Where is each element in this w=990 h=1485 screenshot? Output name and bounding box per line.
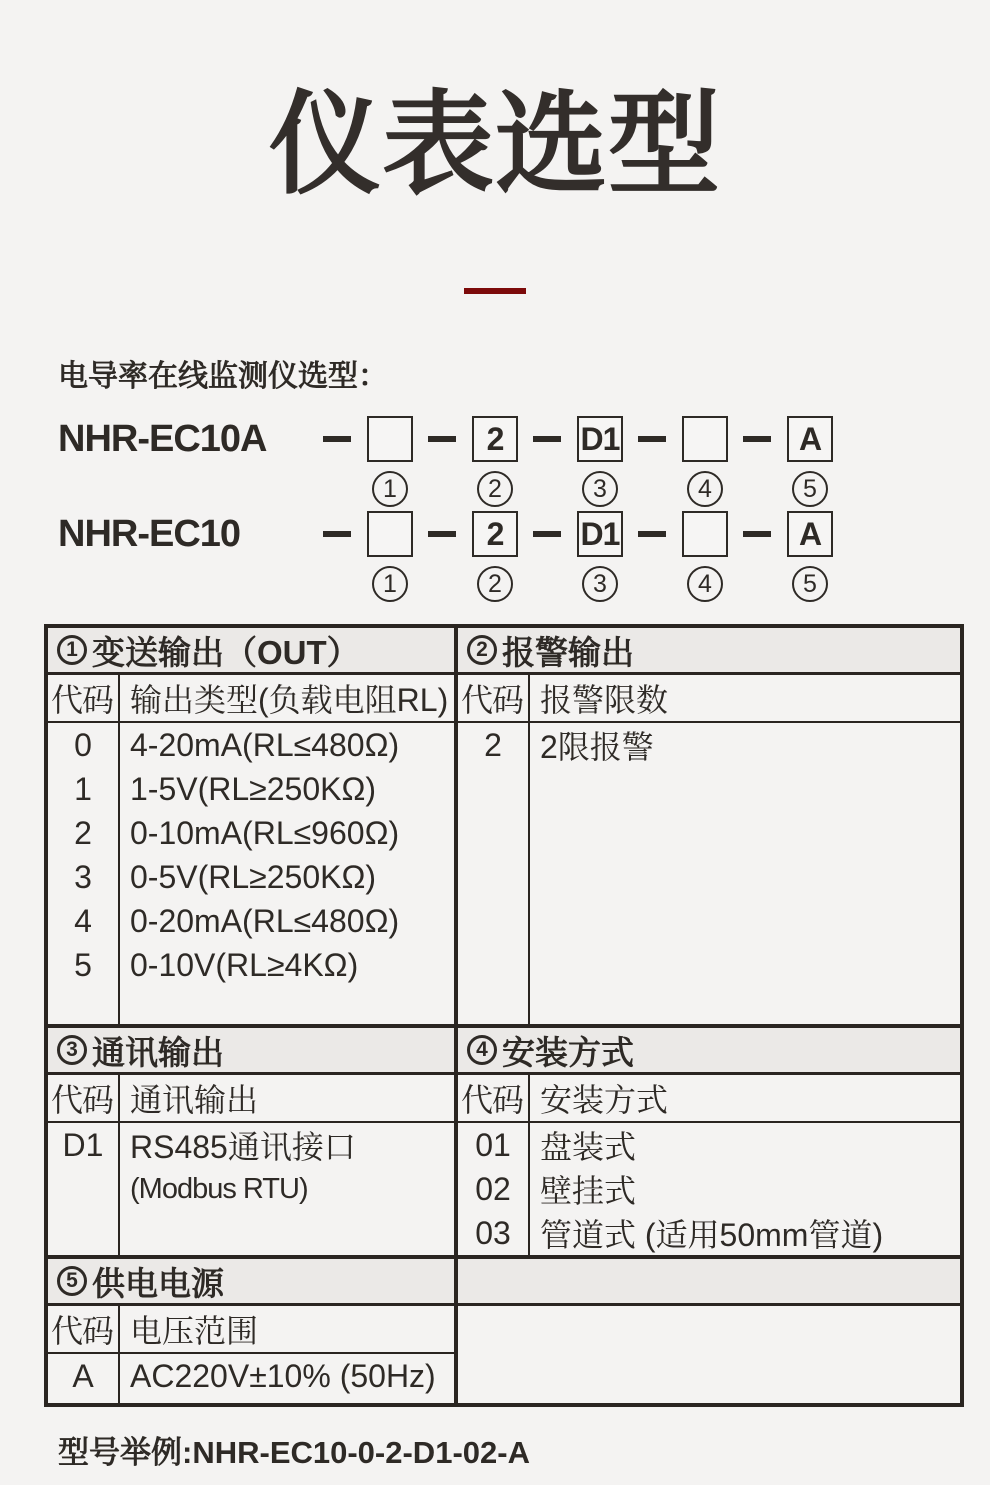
subtitle: 电导率在线监测仪选型： xyxy=(58,360,388,394)
dash xyxy=(323,436,351,442)
dash xyxy=(428,436,456,442)
dash xyxy=(533,531,561,537)
desc-cell: RS485通讯接口 xyxy=(130,1129,356,1166)
dash xyxy=(638,531,666,537)
code-cell: 0 xyxy=(74,726,92,763)
model-prefix: NHR-EC10A xyxy=(58,418,267,461)
model-slot-box: A xyxy=(787,511,833,557)
model-line-ec10 xyxy=(58,511,990,601)
model-slot-1 xyxy=(367,511,413,602)
desc-cell: 盘装式 xyxy=(540,1129,637,1166)
desc-cell: 管道式 (适用50mm管道) xyxy=(540,1217,884,1254)
model-slot-3 xyxy=(577,511,623,602)
desc-cell: 4-20mA(RL≤480Ω) xyxy=(130,726,400,763)
code-cell: 03 xyxy=(475,1214,511,1251)
code-cell: 5 xyxy=(74,946,92,983)
column-header-desc: 报警限数 xyxy=(530,675,960,723)
section-mounting-style xyxy=(458,1028,960,1255)
model-slot-box xyxy=(682,511,728,557)
code-cell xyxy=(48,1167,118,1211)
model-line-ec10a xyxy=(58,416,990,506)
desc-cell: AC220V±10% (50Hz) xyxy=(130,1357,436,1394)
model-slot-box xyxy=(367,416,413,462)
section-header xyxy=(458,628,960,675)
circled-number: 3 xyxy=(57,1035,87,1065)
section-header xyxy=(48,628,454,675)
desc-cell: 1-5V(RL≥250KΩ) xyxy=(130,770,377,807)
circled-number: 2 xyxy=(467,635,497,665)
position-number: 4 xyxy=(687,566,723,602)
table-band-1 xyxy=(48,628,960,1028)
code-cell: 4 xyxy=(74,902,92,939)
section-communication-output xyxy=(48,1028,454,1255)
circled-number: 4 xyxy=(467,1035,497,1065)
model-slot-box xyxy=(682,416,728,462)
table-band-3 xyxy=(48,1259,960,1403)
section-header xyxy=(48,1028,454,1075)
model-slot-5 xyxy=(787,511,833,602)
column-header-code: 代码 xyxy=(458,1075,528,1123)
model-example xyxy=(58,1427,990,1472)
section-title: 报警输出 xyxy=(502,633,634,671)
code-cell: A xyxy=(72,1357,94,1394)
section-title: 供电电源 xyxy=(92,1264,224,1302)
position-number: 5 xyxy=(792,566,828,602)
desc-cell: 壁挂式 xyxy=(540,1173,637,1210)
model-slot-box: D1 xyxy=(577,416,623,462)
dash xyxy=(533,436,561,442)
column-header-desc: 输出类型(负载电阻RL) xyxy=(120,675,454,723)
position-number: 2 xyxy=(477,471,513,507)
section-header xyxy=(48,1259,454,1306)
model-slot-5 xyxy=(787,416,833,507)
model-example-value: NHR-EC10-0-2-D1-02-A xyxy=(192,1435,530,1471)
model-slot-box: 2 xyxy=(472,511,518,557)
desc-cell: 0-20mA(RL≤480Ω) xyxy=(130,902,400,939)
code-cell: 2 xyxy=(484,726,502,763)
desc-cell: 2限报警 xyxy=(540,729,654,766)
empty-header-cell xyxy=(458,1259,960,1306)
model-slot-2 xyxy=(472,511,518,602)
column-header-code: 代码 xyxy=(48,675,118,723)
desc-cell: (Modbus RTU) xyxy=(130,1172,308,1205)
model-slot-1 xyxy=(367,416,413,507)
circled-number: 1 xyxy=(57,635,87,665)
model-slot-box: A xyxy=(787,416,833,462)
model-code-diagram xyxy=(58,416,990,601)
model-slot-box: 2 xyxy=(472,416,518,462)
model-slot-3 xyxy=(577,416,623,507)
desc-cell: 0-10V(RL≥4KΩ) xyxy=(130,946,359,983)
empty-body-cell xyxy=(458,1306,960,1403)
desc-cell: 0-10mA(RL≤960Ω) xyxy=(130,814,400,851)
section-empty xyxy=(458,1259,960,1403)
model-slot-4 xyxy=(682,511,728,602)
code-cell: 2 xyxy=(74,814,92,851)
model-example-label: 型号举例: xyxy=(58,1435,193,1471)
column-header-code: 代码 xyxy=(458,675,528,723)
column-header-code: 代码 xyxy=(48,1075,118,1123)
dash xyxy=(323,531,351,537)
column-header-desc: 安装方式 xyxy=(530,1075,960,1123)
position-number: 3 xyxy=(582,471,618,507)
model-slot-box xyxy=(367,511,413,557)
code-cell: 3 xyxy=(74,858,92,895)
page-title: 仪表选型 xyxy=(269,82,721,207)
code-cell: 02 xyxy=(475,1170,511,1207)
title-divider xyxy=(464,288,526,294)
circled-number: 5 xyxy=(57,1266,87,1296)
section-title: 变送输出（OUT） xyxy=(92,633,360,671)
dash xyxy=(743,531,771,537)
section-transmit-output xyxy=(48,628,454,1024)
dash xyxy=(428,531,456,537)
dash xyxy=(743,436,771,442)
section-title: 安装方式 xyxy=(502,1033,634,1071)
table-band-2 xyxy=(48,1028,960,1259)
dash xyxy=(638,436,666,442)
column-header-desc: 通讯输出 xyxy=(120,1075,454,1123)
model-prefix: NHR-EC10 xyxy=(58,513,241,556)
position-number: 2 xyxy=(477,566,513,602)
column-header-code: 代码 xyxy=(48,1306,118,1354)
section-header xyxy=(458,1028,960,1075)
selection-table xyxy=(44,624,964,1407)
code-cell: 1 xyxy=(74,770,92,807)
code-cell: 01 xyxy=(475,1126,511,1163)
position-number: 3 xyxy=(582,566,618,602)
section-power-supply xyxy=(48,1259,454,1403)
model-slot-box: D1 xyxy=(577,511,623,557)
position-number: 4 xyxy=(687,471,723,507)
model-slot-4 xyxy=(682,416,728,507)
code-cell: D1 xyxy=(62,1126,104,1163)
section-title: 通讯输出 xyxy=(92,1033,224,1071)
position-number: 1 xyxy=(372,566,408,602)
desc-cell: 0-5V(RL≥250KΩ) xyxy=(130,858,377,895)
position-number: 5 xyxy=(792,471,828,507)
section-alarm-output xyxy=(458,628,960,1024)
position-number: 1 xyxy=(372,471,408,507)
model-slot-2 xyxy=(472,416,518,507)
column-header-desc: 电压范围 xyxy=(120,1306,454,1354)
